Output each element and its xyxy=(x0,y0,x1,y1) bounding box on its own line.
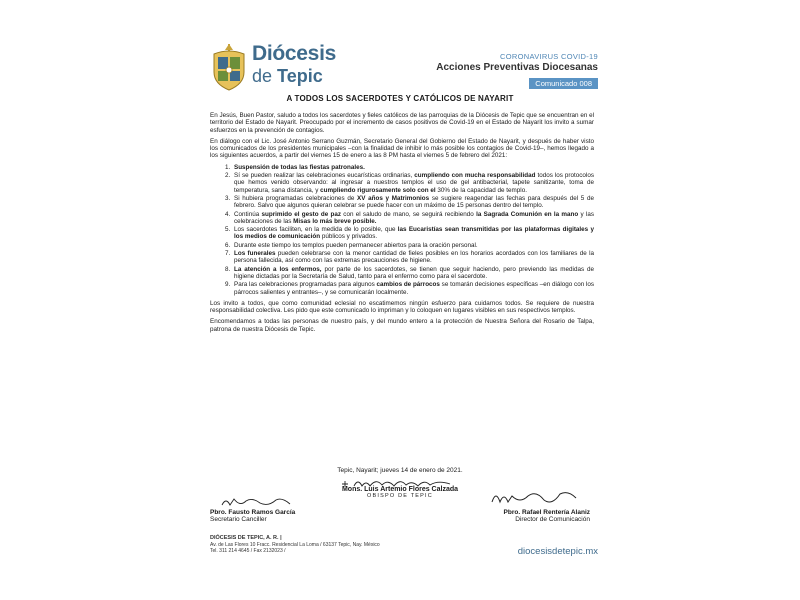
logo-subtitle: de Tepic xyxy=(252,66,323,86)
footer-phones: Tel. 311 214 4645 / Fax 2132023 / xyxy=(210,548,286,554)
chancellor-name: Pbro. Fausto Ramos García xyxy=(210,509,296,516)
communications-director-role: Director de Comunicación xyxy=(515,516,590,523)
diocese-logo xyxy=(210,42,400,92)
website-link[interactable]: diocesisdetepic.mx xyxy=(517,546,598,557)
intro-paragraph-1: En Jesús, Buen Pastor, saludo a todos los sacerdotes y fieles católicos de las parroquias de la Diócesis de Tepic que se encuentran en el territorio del Estado de Nayarit. Preocupado por el incremento de casos positivos de Covid-19 en el Estado de Nayarit los invito a sumar esfuerzos en la prevención de contagios. xyxy=(210,112,594,134)
logo-title: Diócesis xyxy=(252,42,336,65)
list-item: 8. La atención a los enfermos, por parte de los sacerdotes, se tienen que seguir haciendo, pero previendo las medidas de higiene dictadas por la Secretaría de Salud, tanto para el enfermo como para el sacerdote. xyxy=(232,266,594,281)
chancellor-role: Secretario Canciller xyxy=(210,516,267,523)
list-item: 2. Sí se pueden realizar las celebraciones eucarísticas ordinarias, cumpliendo con mucha responsabilidad todos los protocolos que hemos venido observando: al ingresar a nuestros templos el uso de gel antibacterial, tapete sanitizante, toma de temperatura, sana distancia, y cumpliendo rigurosamente solo con el 30% de la capacidad de templo. xyxy=(232,172,594,194)
communique-badge: Comunicado 008 xyxy=(529,78,598,89)
list-item: 5. Los sacerdotes faciliten, en la medida de lo posible, que las Eucaristías sean transmitidas por las plataformas digitales y los medios de comunicación públicos y privados. xyxy=(232,226,594,241)
closing-paragraph-1: Los invito a todos, que como comunidad eclesial no escatimemos ningún esfuerzo para cuidarnos todos. Se requiere de nuestra responsabilidad colectiva. Les pido que este comunicado lo impriman y lo coloquen en lugares visibles en sus respectivos templos. xyxy=(210,299,594,315)
footer-org: DIÓCESIS DE TEPIC, A. R. | xyxy=(210,535,282,541)
campaign-kicker: CORONAVIRUS COVID-19 xyxy=(500,52,598,61)
coat-of-arms-icon xyxy=(210,42,248,92)
agreements-list xyxy=(210,164,594,296)
intro-paragraph-2: En diálogo con el Lic. José Antonio Serrano Guzmán, Secretario General del Gobierno del Estado de Nayarit, y después de haber visto los comunicados de los presidentes municipales –con la finalidad de inhibir lo más posible los contagios de Covid-19–, hemos llegado a los siguientes acuerdos, a partir del viernes 15 de enero a las 8 PM hasta el viernes 5 de febrero del 2021: xyxy=(210,137,594,160)
letter-title: A TODOS LOS SACERDOTES Y CATÓLICOS DE NAYARIT xyxy=(286,94,514,103)
list-item: 9. Para las celebraciones programadas para algunos cambios de párrocos se tomarán decisiones específicas –en diálogo con los párrocos salientes y entrantes–, y se comunicarán localmente. xyxy=(232,281,594,296)
closing-paragraph-2: Encomendamos a todas las personas de nuestro país, y del mundo entero a la protección de Nuestra Señora del Rosario de Talpa, patrona de nuestra Diócesis de Tepic. xyxy=(210,318,594,333)
communications-director-name: Pbro. Rafael Rentería Alaniz xyxy=(503,509,590,516)
communications-signature-block xyxy=(504,509,590,523)
bishop-signature-scribble xyxy=(340,476,460,490)
list-item: 1. Suspensión de todas las fiestas patronales. xyxy=(232,164,594,171)
chancellor-signature-scribble xyxy=(220,495,300,509)
campaign-header xyxy=(408,52,598,91)
campaign-heading: Acciones Preventivas Diocesanas xyxy=(436,62,598,73)
chancellor-signature-block xyxy=(210,509,295,523)
letter-footer xyxy=(210,535,380,555)
list-item: 4. Continúa suprimido el gesto de paz con el saludo de mano, se seguirá recibiendo la Sagrada Comunión en la mano y las celebraciones de las Misas lo más breve posible. xyxy=(232,211,594,226)
bishop-name: Mons. Luis Artemio Flores Calzada xyxy=(341,486,459,493)
letter-date: Tepic, Nayarit; jueves 14 de enero de 2021. xyxy=(337,467,463,474)
footer-address: Av. de Las Flores 10 Fracc. Residencial La Loma / 63137 Tepic, Nay. México xyxy=(210,541,380,548)
list-item: 3. Si hubiera programadas celebraciones de XV años y Matrimonios se sugiere reagendar las fechas para después del 5 de febrero. Salvo que algunos quieran celebrar se puede hacer con un máximo de 15 personas dentro del templo. xyxy=(232,195,594,210)
communications-signature-scribble xyxy=(490,488,580,508)
list-item: 7. Los funerales pueden celebrarse con la menor cantidad de fieles posibles en los horarios acordados con los familiares de la persona fallecida, así como con las extremas precauciones de higiene. xyxy=(232,250,594,265)
list-item: 6. Durante este tiempo los templos pueden permanecer abiertos para la oración personal. xyxy=(232,242,594,249)
bishop-role: OBISPO DE TEPIC xyxy=(367,493,433,499)
letter-page xyxy=(190,30,610,570)
letter-body xyxy=(210,112,594,337)
